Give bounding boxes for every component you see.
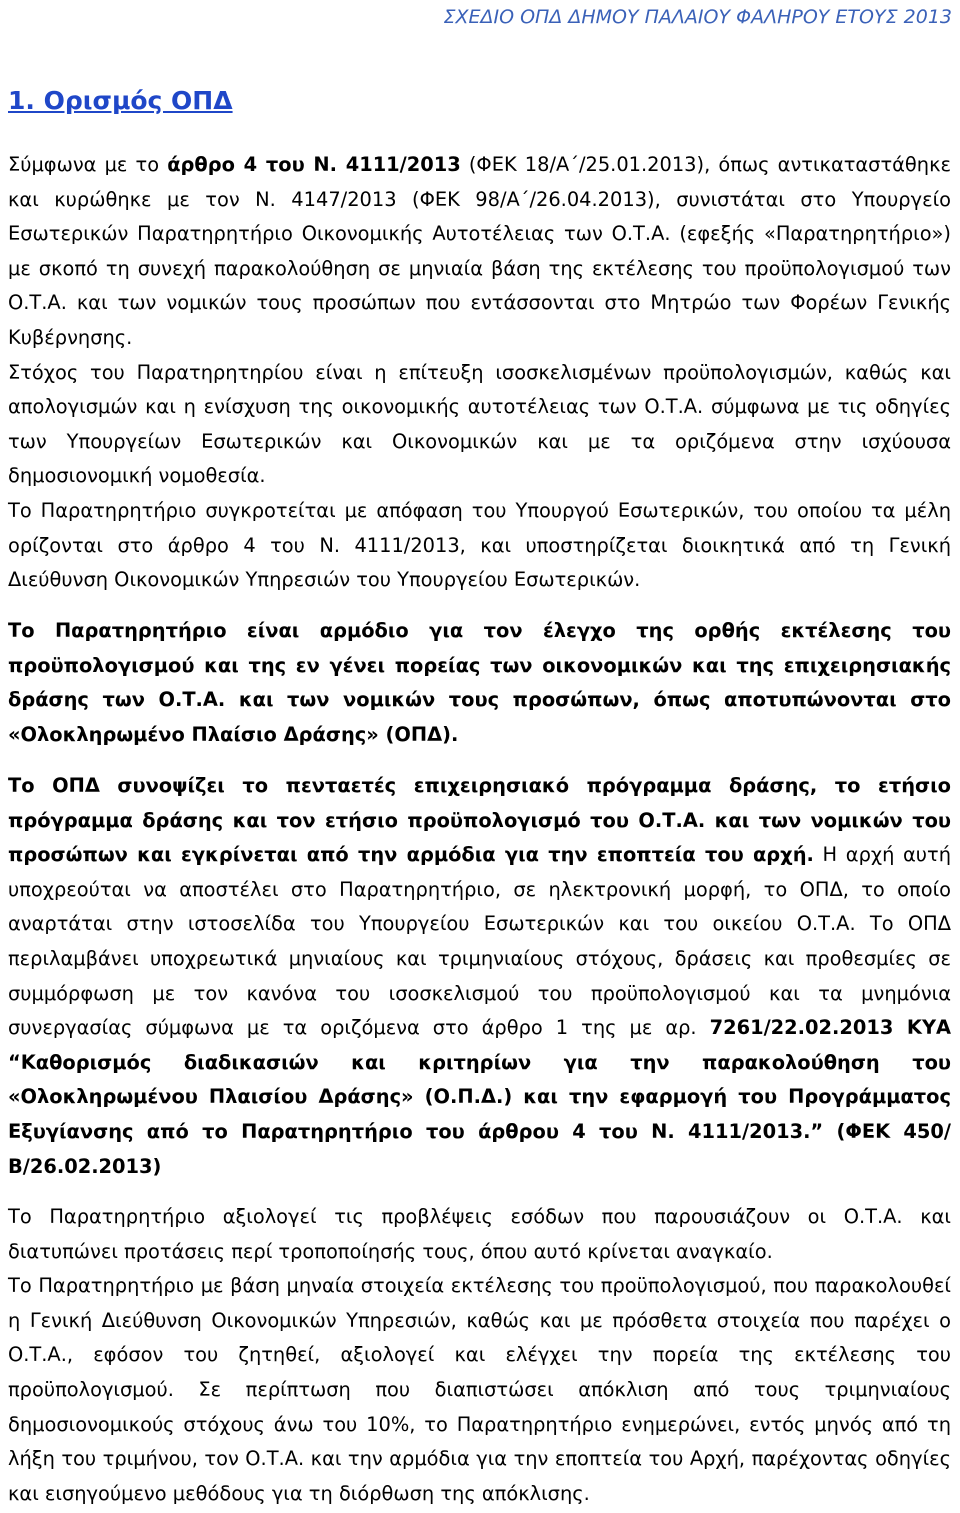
paragraph-opd-summary xyxy=(8,769,951,1184)
paragraph-competence: Το Παρατηρητήριο είναι αρμόδιο για τον έλεγχο της ορθής εκτέλεσης του προϋπολογισμού και της εν γένει πορείας των οικονομικών και της επιχειρησιακής δράσης των Ο.Τ.Α. και των νομικών τους προσώπων, όπως αποτυπώνονται στο «Ολοκληρωμένο Πλαίσιο Δράσης» (ΟΠΔ). xyxy=(8,619,951,746)
paragraph-objective: Στόχος του Παρατηρητηρίου είναι η επίτευξη ισοσκελισμένων προϋπολογισμών, καθώς και απολογισμών και η ενίσχυση της οικονομικής αυτοτέλειας των Ο.Τ.Α. σύμφωνα με τις οδηγίες των Υπουργείων Εσωτερικών και Οικονομικών και με τα οριζόμενα στην ισχύουσα δημοσιονομική νομοθεσία. xyxy=(8,360,951,488)
opd-summary-block xyxy=(8,769,951,1184)
document-header: ΣΧΕΔΙΟ ΟΠΔ ΔΗΜΟΥ ΠΑΛΑΙΟΥ ΦΑΛΗΡΟΥ ΕΤΟΥΣ 2013 xyxy=(443,6,952,28)
text-run: Σύμφωνα με το xyxy=(8,153,168,176)
text-run: Η αρχή αυτή υποχρεούται να αποστέλει στο Παρατηρητήριο, σε ηλεκτρονική μορφή, το ΟΠΔ, το οποίο αναρτάται στην ιστοσελίδα του Υπουργείου Εσωτερικών και του οικείου Ο.Τ.Α. Το ΟΠΔ περιλαμβάνει υποχρεωτικά μηνιαίους και τριμηνιαίους στόχους, δράσεις και προθεσμίες σε συμμόρφωση με τον κανόνα του ισοσκελισμού του προϋπολογισμού και τα μνημόνια συνεργασίας σύμφωνα με τα οριζόμενα στο άρθρο 1 της με αρ. xyxy=(8,843,951,1040)
bold-opd-definition: Το ΟΠΔ συνοψίζει το πενταετές επιχειρησιακό πρόγραμμα δράσης, το ετήσιο πρόγραμμα δράσης και τον ετήσιο προϋπολογισμό του Ο.Τ.Α. και των νομικών του προσώπων και εγκρίνεται από την αρμόδια για την εποπτεία του αρχή. xyxy=(8,774,951,867)
section-heading: 1. Ορισμός ΟΠΔ xyxy=(8,86,233,115)
paragraph-article-reference xyxy=(8,148,951,356)
paragraph-composition: Το Παρατηρητήριο συγκροτείται με απόφαση του Υπουργού Εσωτερικών, του οποίου τα μέλη ορίζονται στο άρθρο 4 του Ν. 4111/2013, και υποστηρίζεται διοικητικά από τη Γενική Διεύθυνση Οικονομικών Υπηρεσιών του Υπουργείου Εσωτερικών. xyxy=(8,498,951,592)
definition-block xyxy=(8,148,951,598)
evaluation-block xyxy=(8,1200,951,1511)
text-run: (ΦΕΚ 18/Α΄/25.01.2013), όπως αντικαταστάθηκε και κυρώθηκε με τον Ν. 4147/2013 (ΦΕΚ 98/Α΄/26.04.2013), συνιστάται στο Υπουργείο Εσωτερικών Παρατηρητήριο Οικονομικής Αυτοτέλειας των Ο.Τ.Α. (εφεξής «Παρατηρητήριο») με σκοπό τη συνεχή παρακολούθηση σε μηνιαία βάση της εκτέλεσης του προϋπολογισμού των Ο.Τ.Α. και των νομικών τους προσώπων που εντάσσονται στο Μητρώο των Φορέων Γενικής Κυβέρνησης. xyxy=(8,153,951,349)
paragraph-revenue-evaluation: Το Παρατηρητήριο αξιολογεί τις προβλέψεις εσόδων που παρουσιάζουν οι Ο.Τ.Α. και διατυπώνει προτάσεις περί τροποποίησής τους, όπου αυτό κρίνεται αναγκαίο. xyxy=(8,1205,951,1263)
paragraph-monitoring: Το Παρατηρητήριο με βάση μηναία στοιχεία εκτέλεσης του προϋπολογισμού, που παρακολουθεί η Γενική Διεύθυνση Οικονομικών Υπηρεσιών, καθώς και με πρόσθετα στοιχεία που παρέχει ο Ο.Τ.Α., εφόσον του ζητηθεί, αξιολογεί και ελέγχει την πορεία της εκτέλεσης του προϋπολογισμού. Σε περίπτωση που διαπιστώσει απόκλιση από τους τριμηνιαίους δημοσιονομικούς στόχους άνω του 10%, το Παρατηρητήριο ενημερώνει, εντός μηνός από τη λήξη του τριμήνου, τον Ο.Τ.Α. και την αρμόδια για την εποπτεία του Αρχή, παρέχοντας οδηγίες και εισηγούμενο μεθόδους για τη διόρθωση της απόκλισης. xyxy=(8,1274,951,1505)
competence-block xyxy=(8,614,951,752)
bold-kya-reference: 7261/22.02.2013 ΚΥΑ “Καθορισμός διαδικασιών και κριτηρίων για την παρακολούθηση του «Ολοκληρωμένου Πλαισίου Δράσης» (Ο.Π.Δ.) και την εφαρμογή του Προγράμματος Εξυγίανσης από το Παρατηρητήριο του άρθρου 4 του Ν. 4111/2013.” (ΦΕΚ 450/Β/26.02.2013) xyxy=(8,1016,952,1178)
bold-law-reference: άρθρο 4 του Ν. 4111/2013 xyxy=(167,153,461,176)
